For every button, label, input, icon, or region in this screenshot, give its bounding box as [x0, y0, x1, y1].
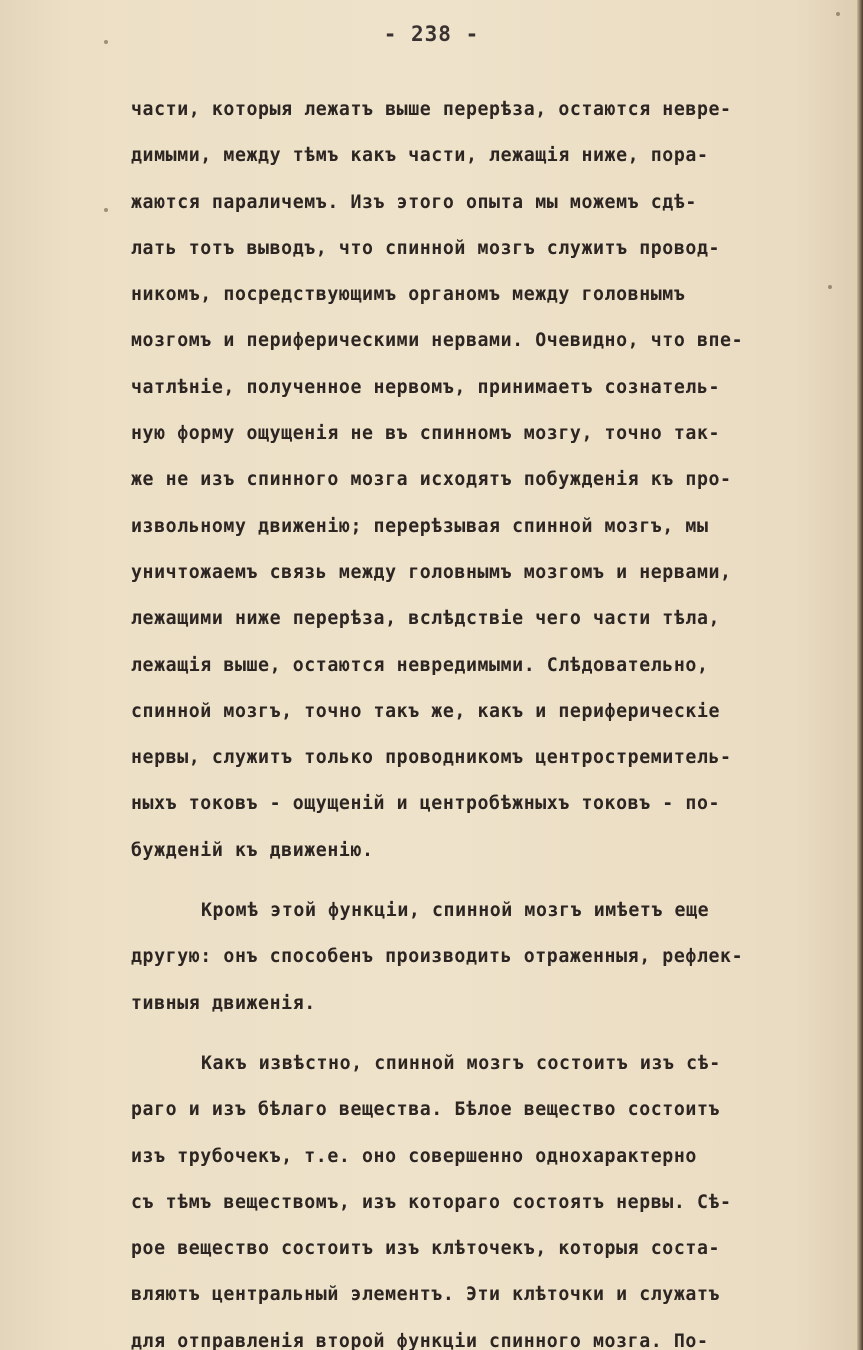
- text-line: тивныя движенія.: [131, 992, 316, 1014]
- ink-speck: [828, 285, 832, 289]
- ink-speck: [104, 208, 108, 212]
- text-line: рое вещество состоитъ изъ клѣточекъ, которыя соста-: [131, 1238, 721, 1260]
- text-line: вляютъ центральный элементъ. Эти клѣточки и служатъ: [131, 1284, 721, 1306]
- text-line: изъ трубочекъ, т.е. оно совершенно однохарактерно: [131, 1145, 697, 1167]
- text-line: для отправленія второй функціи спинного мозга. По-: [131, 1330, 709, 1350]
- text-line: бужденій къ движенію.: [131, 839, 374, 861]
- body-text: [131, 87, 856, 1350]
- text-line: ныхъ токовъ - ощущеній и центробѣжныхъ токовъ - по-: [131, 793, 721, 815]
- text-line: спинной мозгъ, точно такъ же, какъ и периферическіе: [131, 700, 721, 722]
- text-line: мозгомъ и периферическими нервами. Очевидно, что впе-: [131, 330, 744, 352]
- text-line: извольному движенію; перерѣзывая спинной мозгъ, мы: [131, 515, 709, 537]
- text-line: лать тотъ выводъ, что спинной мозгъ служитъ провод-: [131, 237, 721, 259]
- text-line: съ тѣмъ веществомъ, изъ котораго состоятъ нервы. Сѣ-: [131, 1191, 732, 1213]
- page-edge-shadow: [857, 0, 863, 1350]
- text-line: же не изъ спинного мозга исходятъ побужденія къ про-: [131, 469, 732, 491]
- ink-speck: [836, 12, 840, 16]
- text-line: димыми, между тѣмъ какъ части, лежащія ниже, пора-: [131, 145, 709, 167]
- text-line: ную форму ощущенія не въ спинномъ мозгу, точно так-: [131, 423, 721, 445]
- text-line: раго и изъ бѣлаго вещества. Бѣлое вещество состоитъ: [131, 1099, 721, 1121]
- text-line: никомъ, посредствующимъ органомъ между головнымъ: [131, 284, 686, 306]
- text-line: Кромѣ этой функціи, спинной мозгъ имѣетъ еще: [201, 900, 710, 922]
- page-number: - 238 -: [383, 22, 480, 46]
- text-line: уничтожаемъ связь между головнымъ мозгомъ и нервами,: [131, 561, 732, 583]
- ink-speck: [104, 40, 108, 44]
- text-line: чатлѣніе, полученное нервомъ, принимаетъ сознатель-: [131, 376, 721, 398]
- text-line: нервы, служитъ только проводникомъ центростремитель-: [131, 747, 732, 769]
- text-line: части, которыя лежатъ выше перерѣза, остаются невре-: [131, 99, 732, 120]
- text-line: лежащими ниже перерѣза, вслѣдствіе чего части тѣла,: [131, 608, 721, 630]
- text-line: лежащія выше, остаются невредимыми. Слѣдовательно,: [131, 654, 709, 676]
- text-line: жаются параличемъ. Изъ этого опыта мы можемъ сдѣ-: [131, 191, 697, 213]
- text-line: другую: онъ способенъ производить отраженныя, рефлек-: [131, 946, 744, 968]
- text-line: Какъ извѣстно, спинной мозгъ состоитъ изъ сѣ-: [201, 1052, 721, 1074]
